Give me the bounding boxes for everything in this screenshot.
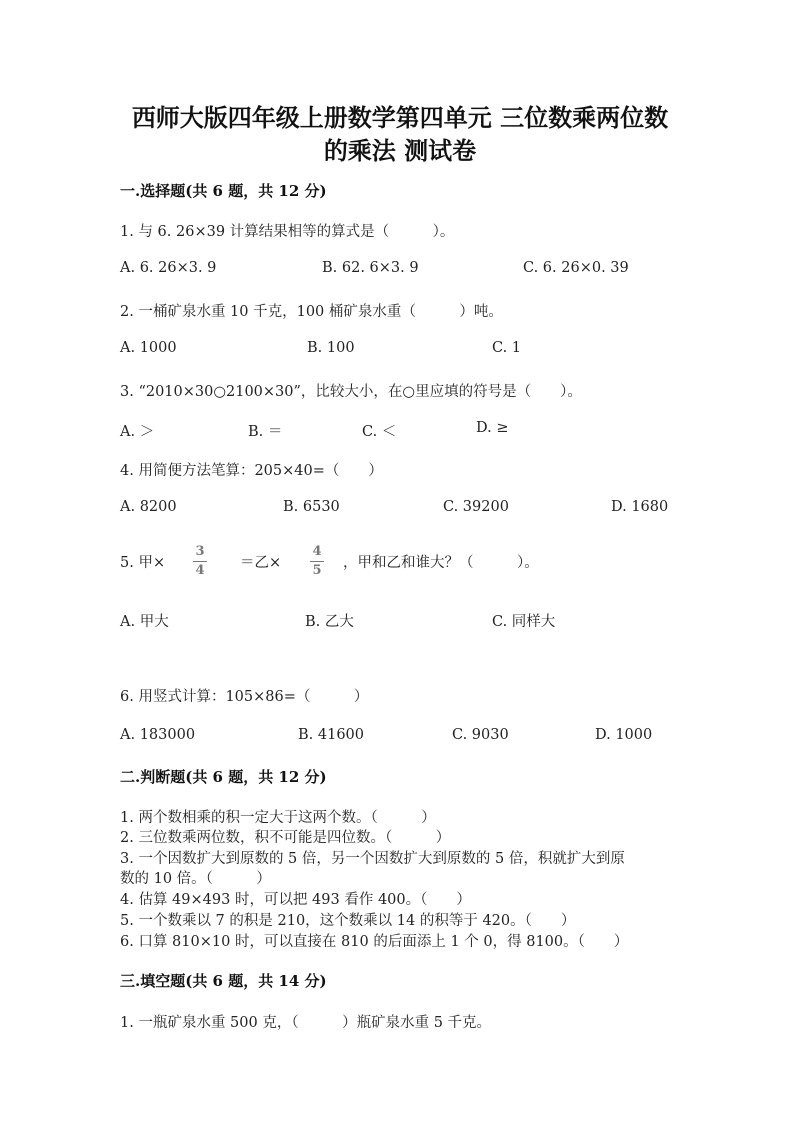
true-false-item-1: 1. 两个数相乘的积一定大于这两个数。（ ） bbox=[120, 810, 436, 826]
fraction-numerator: 4 bbox=[312, 544, 322, 559]
choice-option-3a: A. ＞ bbox=[120, 424, 155, 440]
section-heading-fill-blank: 三.填空题(共 6 题，共 14 分) bbox=[120, 972, 327, 990]
choice-option-5a: A. 甲大 bbox=[120, 614, 169, 630]
choice-option-2a: A. 1000 bbox=[120, 340, 177, 356]
true-false-item-3-continued: 数的 10 倍。（ ） bbox=[120, 871, 271, 887]
choice-question-5-part2: ＝乙× bbox=[240, 555, 282, 571]
fraction-bar bbox=[310, 561, 324, 562]
choice-option-4c: C. 39200 bbox=[443, 499, 509, 515]
fraction-denominator: 5 bbox=[312, 563, 322, 578]
choice-option-3b: B. ＝ bbox=[248, 424, 283, 440]
choice-question-1: 1. 与 6. 26×39 计算结果相等的算式是（ ）。 bbox=[120, 224, 455, 240]
choice-option-6d: D. 1000 bbox=[595, 727, 653, 743]
true-false-item-6: 6. 口算 810×10 时，可以直接在 810 的后面添上 1 个 0，得 8100。（ ） bbox=[120, 934, 629, 950]
fraction-denominator: 4 bbox=[195, 563, 205, 578]
page-title-line1: 西师大版四年级上册数学第四单元 三位数乘两位数 bbox=[131, 103, 669, 132]
page-title-line2: 的乘法 测试卷 bbox=[323, 136, 477, 165]
fraction-three-quarters bbox=[190, 544, 210, 579]
choice-option-4d: D. 1680 bbox=[611, 499, 669, 515]
fraction-four-fifths bbox=[307, 544, 327, 579]
choice-option-5c: C. 同样大 bbox=[492, 614, 556, 630]
true-false-item-2: 2. 三位数乘两位数，积不可能是四位数。（ ） bbox=[120, 830, 451, 846]
choice-question-5-part1: 5. 甲× bbox=[120, 555, 166, 571]
fraction-numerator: 3 bbox=[195, 544, 205, 559]
choice-option-4b: B. 6530 bbox=[283, 499, 340, 515]
choice-option-1b: B. 62. 6×3. 9 bbox=[322, 260, 419, 276]
choice-option-2b: B. 100 bbox=[307, 340, 355, 356]
choice-option-6c: C. 9030 bbox=[452, 727, 509, 743]
choice-question-6: 6. 用竖式计算：105×86=（ ） bbox=[120, 689, 369, 705]
true-false-item-5: 5. 一个数乘以 7 的积是 210，这个数乘以 14 的积等于 420。（ ） bbox=[120, 913, 576, 929]
choice-question-2: 2. 一桶矿泉水重 10 千克，100 桶矿泉水重（ ）吨。 bbox=[120, 304, 503, 320]
choice-option-5b: B. 乙大 bbox=[305, 614, 354, 630]
fill-blank-question-1: 1. 一瓶矿泉水重 500 克，（ ）瓶矿泉水重 5 千克。 bbox=[120, 1015, 492, 1031]
choice-option-6b: B. 41600 bbox=[298, 727, 365, 743]
true-false-item-4: 4. 估算 49×493 时，可以把 493 看作 400。（ ） bbox=[120, 892, 471, 908]
choice-option-4a: A. 8200 bbox=[120, 499, 177, 515]
section-heading-choice: 一.选择题(共 6 题，共 12 分) bbox=[120, 182, 327, 200]
choice-question-4: 4. 用简便方法笔算：205×40=（ ） bbox=[120, 463, 383, 479]
choice-option-3c: C. ＜ bbox=[362, 424, 397, 440]
choice-option-6a: A. 183000 bbox=[120, 727, 196, 743]
choice-question-5-part3: ，甲和乙和谁大？（ ）。 bbox=[343, 555, 539, 571]
section-heading-true-false: 二.判断题(共 6 题，共 12 分) bbox=[120, 768, 327, 786]
choice-option-1c: C. 6. 26×0. 39 bbox=[523, 260, 629, 276]
fraction-bar bbox=[193, 561, 207, 562]
choice-option-3d: D. ≥ bbox=[476, 420, 509, 436]
choice-option-2c: C. 1 bbox=[492, 340, 522, 356]
true-false-item-3: 3. 一个因数扩大到原数的 5 倍，另一个因数扩大到原数的 5 倍，积就扩大到原 bbox=[120, 851, 625, 867]
choice-question-3: 3. “2010×30○2100×30”，比较大小，在○里应填的符号是（ ）。 bbox=[120, 384, 582, 400]
choice-option-1a: A. 6. 26×3. 9 bbox=[120, 260, 217, 276]
